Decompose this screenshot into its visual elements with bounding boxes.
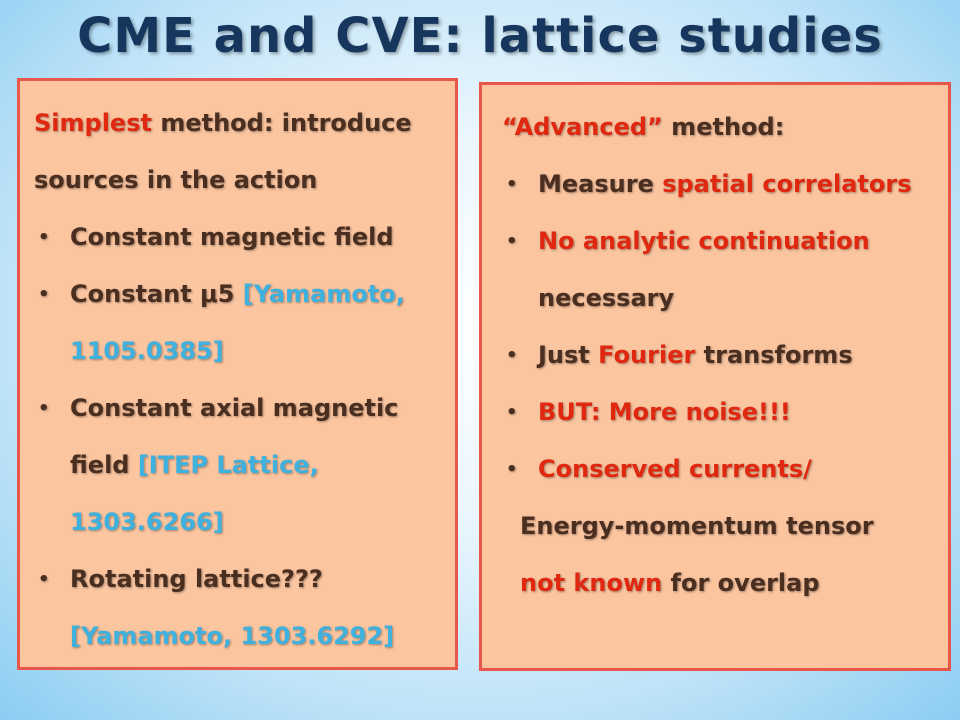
item-text: Constant axial magnetic: [70, 394, 399, 422]
item-text-cont: [70, 437, 443, 494]
item-text: Rotating lattice???: [70, 565, 323, 593]
item-rest: for overlap: [662, 569, 820, 597]
heading-emph: “Advanced”: [502, 113, 663, 141]
item-text-cont: [502, 555, 936, 612]
intro-line-2: sources in the action: [34, 166, 318, 194]
item-cont: field: [70, 451, 138, 479]
list-item: [34, 551, 443, 665]
bullet-icon: •: [506, 402, 518, 423]
bullet-icon: •: [506, 459, 518, 480]
list-item: [502, 327, 936, 384]
intro-rest: method: introduce: [151, 109, 412, 137]
bullet-icon: •: [506, 345, 518, 366]
item-text: [538, 327, 936, 384]
bullet-icon: •: [38, 569, 50, 590]
reference: [ITEP Lattice,: [137, 451, 319, 479]
bullet-icon: •: [38, 398, 50, 419]
item-rest: transforms: [695, 341, 853, 369]
item-main: Just: [538, 341, 599, 369]
reference: [Yamamoto,: [242, 280, 405, 308]
right-panel: [479, 82, 951, 671]
item-text: No analytic continuation: [538, 227, 870, 255]
list-item: [502, 156, 936, 213]
reference: [Yamamoto, 1303.6292]: [70, 622, 395, 650]
item-text: Constant magnetic field: [70, 223, 394, 251]
item-text: [70, 266, 443, 323]
bullet-icon: •: [38, 227, 50, 248]
bullet-icon: •: [506, 231, 518, 252]
slide-title: CME and CVE: lattice studies: [77, 8, 883, 64]
list-item: [34, 209, 443, 266]
heading-rest: method:: [662, 113, 785, 141]
intro-emph: Simplest: [34, 109, 152, 137]
item-emph: not known: [520, 569, 663, 597]
item-text: Conserved currents/: [538, 455, 812, 483]
list-item: [502, 213, 936, 327]
item-text: BUT: More noise!!!: [538, 398, 791, 426]
bullet-icon: •: [38, 284, 50, 305]
list-item: [34, 266, 443, 380]
list-item: [502, 384, 936, 441]
list-item: [502, 441, 936, 498]
item-text-cont: Energy-momentum tensor: [520, 512, 874, 540]
item-text: [538, 156, 936, 213]
intro-line-1: [34, 95, 443, 152]
item-emph: Fourier: [598, 341, 696, 369]
item-text-cont: necessary: [538, 284, 675, 312]
left-panel: [17, 78, 458, 670]
reference-cont: 1105.0385]: [70, 337, 224, 365]
list-item: [34, 380, 443, 551]
bullet-icon: •: [506, 174, 518, 195]
reference-cont: 1303.6266]: [70, 508, 224, 536]
item-main: Measure: [538, 170, 663, 198]
item-main: Constant μ5: [70, 280, 243, 308]
heading-line: [502, 99, 936, 156]
item-emph: spatial correlators: [662, 170, 912, 198]
